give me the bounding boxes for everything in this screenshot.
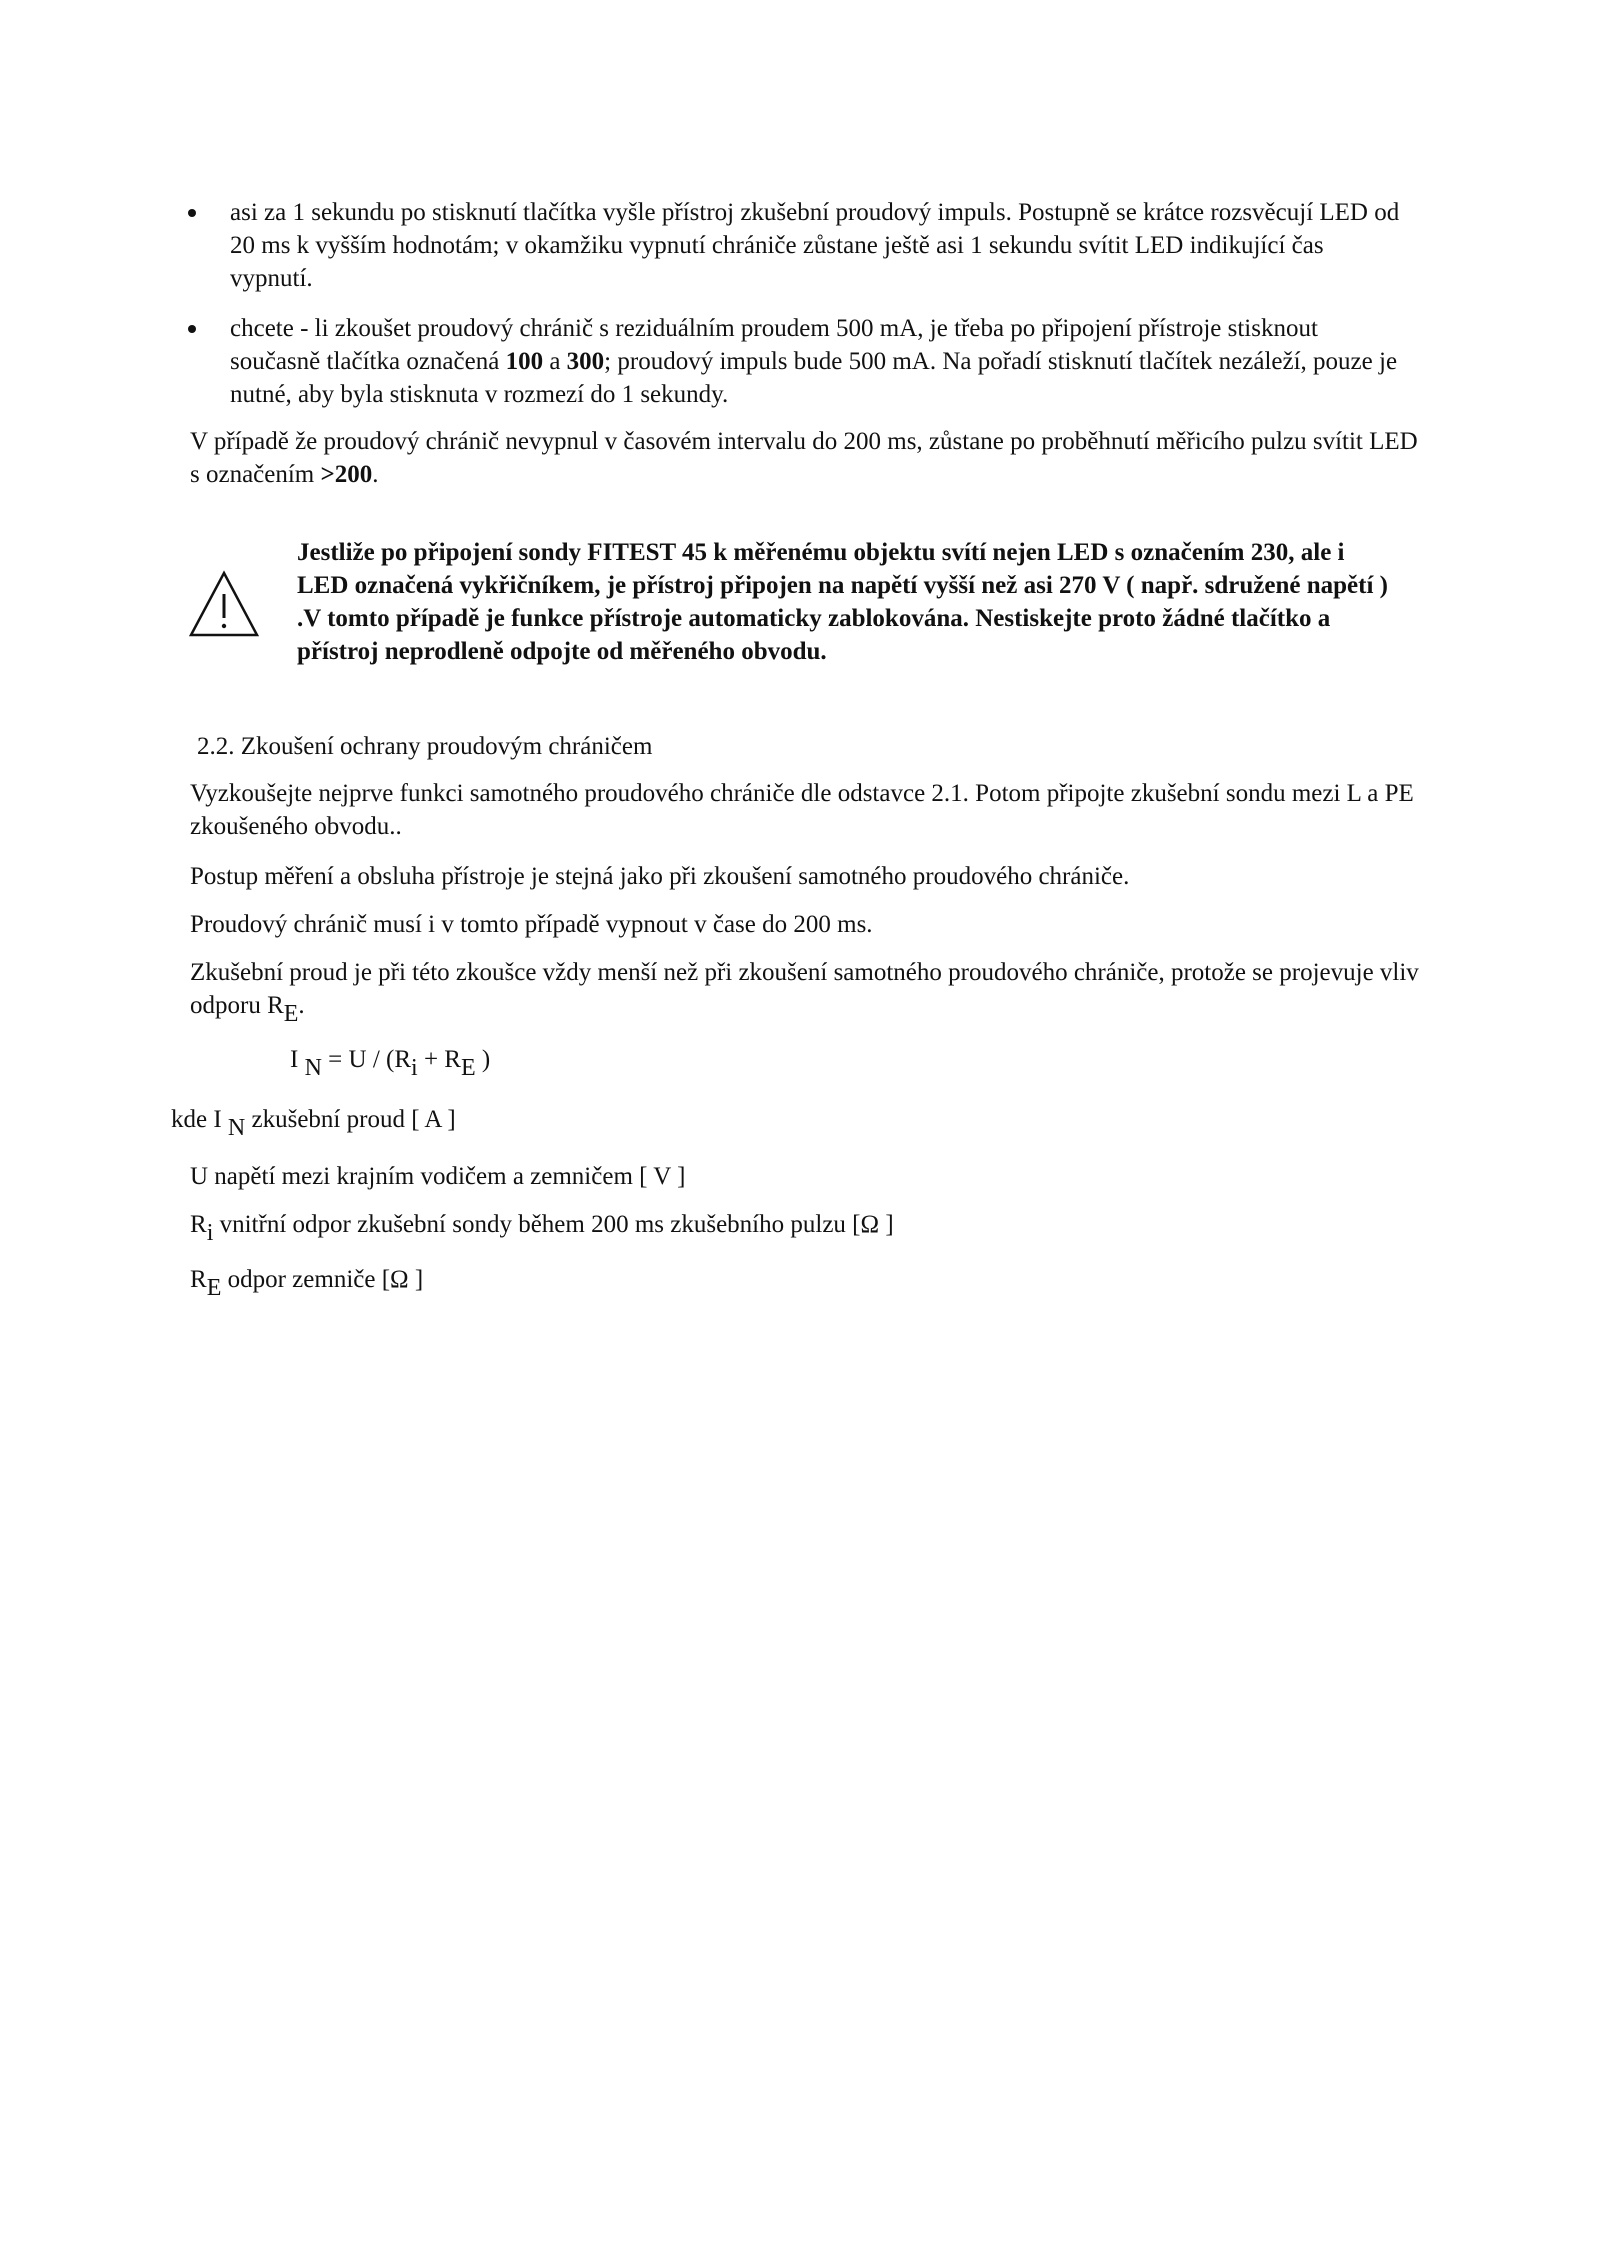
- paragraph-led: [190, 425, 1420, 491]
- paragraph: Vyzkoušejte nejprve funkci samotného proudového chrániče dle odstavce 2.1. Potom připojte zkušební sondu mezi L a PE zkoušeného obvodu..: [190, 780, 1414, 840]
- list-item: [230, 312, 1410, 411]
- definition-text: vnitřní odpor zkušební sondy během 200 ms zkušebního pulzu [Ω ]: [213, 1211, 894, 1238]
- formula-part: + R: [417, 1046, 461, 1073]
- definition-text: kde I: [171, 1106, 228, 1133]
- bullet-text-part: chcete - li zkoušet proudový chránič s reziduálním proudem 500 mA, je třeba po připojení přístroje stisknout současně tlačítka označená: [230, 315, 1318, 375]
- formula-part: = U / (R: [321, 1046, 412, 1073]
- subscript: E: [206, 1275, 222, 1301]
- definition-text: odpor zemniče [Ω ]: [221, 1266, 424, 1293]
- bullet-text-part: ; proudový impuls bude 500 mA. Na pořadí stisknutí tlačítek nezáleží, pouze je nutné, aby byla stisknuta v rozmezí do 1 sekundy.: [230, 348, 1398, 408]
- button-label-300: 300: [566, 348, 605, 375]
- definition-in: [171, 1103, 1401, 1141]
- section-heading: 2.2. Zkoušení ochrany proudovým chráničem: [197, 733, 653, 760]
- warning-triangle-icon: [188, 570, 260, 638]
- formula-part: ): [475, 1046, 491, 1073]
- subscript: N: [227, 1115, 246, 1141]
- formula: [290, 1043, 491, 1081]
- led-label: >200: [320, 461, 373, 488]
- paragraph-text: V případě že proudový chránič nevypnul v časovém intervalu do 200 ms, zůstane po proběhnutí měřicího pulzu svítit LED s označením: [190, 428, 1418, 488]
- subscript: E: [283, 1001, 299, 1027]
- list-item: [230, 196, 1410, 295]
- definition-text: zkušební proud [ A ]: [245, 1106, 456, 1133]
- formula-part: I: [290, 1046, 305, 1073]
- definition-ri: [190, 1208, 1420, 1246]
- button-label-100: 100: [505, 348, 544, 375]
- paragraph-text: .: [372, 461, 379, 488]
- subscript: E: [460, 1055, 476, 1081]
- warning-text: Jestliže po připojení sondy FITEST 45 k měřenému objektu svítí nejen LED s označením 230, ale i LED označená vykřičníkem, je přístroj připojen na napětí vyšší než asi 270 V ( např. sdružené napětí ) .V tomto případě je funkce přístroje automaticky zablokována. Nestiskejte proto žádné tlačítko a přístroj neprodleně odpojte od měřeného obvodu.: [297, 539, 1388, 665]
- paragraph-text: .: [298, 992, 305, 1019]
- bullet-text: [230, 315, 1397, 408]
- subscript: N: [304, 1055, 322, 1081]
- bullet-text: asi za 1 sekundu po stisknutí tlačítka vyšle přístroj zkušební proudový impuls. Postupně se krátce rozsvěcují LED od 20 ms k vyšším hodnotám; v okamžiku vypnutí chrániče zůstane ještě asi 1 sekundu svítit LED indikující čas vypnutí.: [230, 199, 1400, 292]
- definition-text: R: [190, 1211, 207, 1238]
- definition-u: U napětí mezi krajním vodičem a zemničem [ V ]: [190, 1163, 686, 1190]
- bullet-icon: [188, 325, 196, 333]
- subscript: i: [206, 1220, 214, 1246]
- definition-text: R: [190, 1266, 207, 1293]
- paragraph: Proudový chránič musí i v tomto případě vypnout v čase do 200 ms.: [190, 911, 873, 938]
- bullet-text-part: a: [543, 348, 567, 375]
- subscript: i: [411, 1055, 418, 1081]
- bullet-icon: [188, 209, 196, 217]
- paragraph: Postup měření a obsluha přístroje je stejná jako při zkoušení samotného proudového chrániče.: [190, 863, 1130, 890]
- paragraph-text: Zkušební proud je při této zkoušce vždy menší než při zkoušení samotného proudového chrániče, protože se projevuje vliv odporu R: [190, 959, 1419, 1019]
- definition-re: [190, 1263, 1420, 1301]
- paragraph: [190, 956, 1420, 1027]
